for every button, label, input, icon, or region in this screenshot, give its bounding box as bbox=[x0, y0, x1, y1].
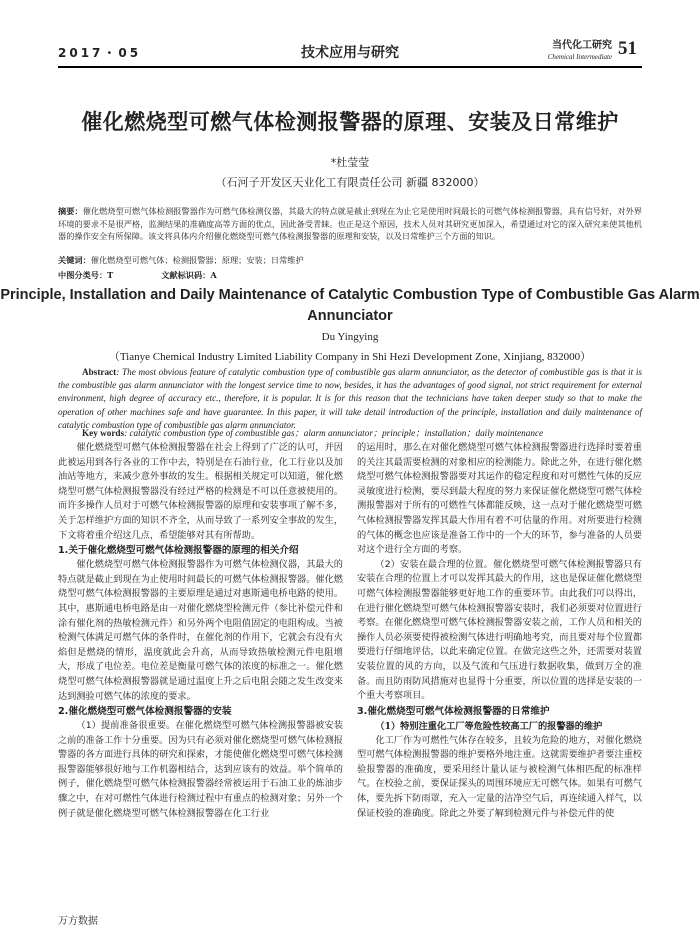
section-1-paragraph: 催化燃烧型可燃气体检测报警器作为可燃气体检测仪器，其最大的特点就是截止到现在为止使用时间最长的可燃气体检测报警器。催化燃烧型可燃气体检测报警器的主要原理是通过对惠斯通电桥电路的使用。其中，惠斯通电桥电路是由一对催化燃烧型检测元件（参比补偿元件和涂有催化剂的热敏检测元件）和另外两个电阻值固定的电阻构成。当被检测气体满足可燃气体的条件时，在催化剂的作用下，它就会有没有火焰但是燃烧的情形，温度就此会升高，从而导致热敏检测元件电阻增大，形成了电位差。电位差是衡量可燃气体的浓度的标准之一。催化燃烧型可燃气体检测报警器就是通过温度上升之后电阻会随之发生改变来达到测验可燃气体的浓度的要求。 bbox=[58, 559, 343, 702]
abstract-en bbox=[58, 366, 642, 432]
keywords-en-text: : catalytic combustion type of combustible gas；alarm annunciator；principle；installation；daily maintenance bbox=[124, 428, 544, 438]
affiliation-cn: （石河子开发区天业化工有限责任公司 新疆 832000） bbox=[215, 176, 485, 189]
body-left-column bbox=[58, 441, 343, 821]
keywords-cn-label: 关键词： bbox=[58, 255, 91, 265]
keywords-cn-text: 催化燃烧型可燃气体；检测报警器；原理；安装；日常维护 bbox=[90, 255, 304, 265]
abstract-cn-label: 摘要： bbox=[58, 206, 83, 216]
abstract-en-text: : The most obvious feature of catalytic combustion type of combustible gas alarm annunciator, as the detector of combustible gas is that it is the combustible gas alarm annunciator with the longest service time to now, besides, it has the advantages of good signal, not strict requirement for external environment, high degree of accuracy etc., therefore, it is popular. It is for this reason that the technicians have taken deeper study so that to make the operation of other machines safe and have guarantee. In this paper, it will take detail introduction of the principle, installation and daily maintenance of catalytic combustion type of combustible gas alarm annunciator. bbox=[58, 367, 642, 430]
journal-name-en: Chemical Intermediate bbox=[547, 53, 612, 61]
section-2-paragraph-1-cont: 的运用时，那么在对催化燃烧型可燃气体检测报警器进行选择时要着重的关注其最需要检测的对象相应的检测能力。除此之外，在进行催化燃烧型可燃气体检测报警器要对其运作的稳定程度和对可燃性气体的反应灵敏度进行检测，要尽到最大程度的努力来保证催化燃烧型可燃气体检测报警器对于所有的可燃性气体都能反映，这一点对于催化燃烧型可燃气体检测报警器发挥其最大作用有着不可估量的作用。对所要进行检测的气体的概念也应该是准备工作中的一个大的环节，参与准备的人员要对这个进行全方面的考察。 bbox=[357, 442, 642, 556]
abstract-cn-text: 催化燃烧型可燃气体检测报警器作为可燃气体检测仪器，其最大的特点就是截止到现在为止它是使用时间最长的可燃气体检测报警器，具有信号好，对外界环境的要求不是很严格，监测结果的准确度高等方面的优点，因此备受青睐。也正是这个原因，技术人员对其研究更加深入，希望通过对它的深入研究来使其他机器的操作安全有所保障。该文将具体内介绍催化燃烧型可燃气体检测报警器的原理和安装，以及日常维护三个方面的知识。 bbox=[58, 206, 642, 242]
section-2-paragraph-1: （1）提前准备很重要。在催化燃烧型可燃气体检测报警器被安装之前的准备工作十分重要。因为只有必须对催化燃烧型可燃气体检测报警器的各方面进行具体的研究和探索，才能使催化燃烧型可燃气体检测报警器能够很好地与工作机器相结合，达到应该有的效益。举个简单的例子，催化燃烧型可燃气体检测报警器经常被运用于石油工业的炼油步骤之中，在对可燃性气体进行检测过程中有重点的检测对象；另外一个例子就是催化燃烧型可燃气体检测报警器在化工行业 bbox=[58, 720, 343, 819]
footer-source: 万方数据 bbox=[58, 916, 98, 927]
section-3-subheading-1: （1）特别注重化工厂等危险性较高工厂的报警器的维护 bbox=[375, 720, 603, 732]
keywords-en-label: Key words bbox=[82, 428, 125, 438]
clc-code: 中图分类号：T bbox=[58, 270, 114, 280]
classification-cn bbox=[58, 270, 642, 281]
author-en: Du Yingying bbox=[321, 331, 379, 343]
keywords-en bbox=[82, 425, 642, 439]
author-cn: *杜莹莹 bbox=[330, 156, 370, 169]
issue-label: 2017・05 bbox=[58, 46, 142, 60]
header-divider bbox=[58, 66, 642, 68]
journal-name-cn: 当代化工研究 bbox=[552, 40, 612, 51]
page-number: 51 bbox=[618, 38, 637, 59]
intro-paragraph: 催化燃烧型可燃气体检测报警器在社会上得到了广泛的认可，并因此被运用到各行各业的工作中去，特别是在石油行业，化工行业以及加油站等地方，来减少意外事故的发生。根据相关规定可以知道，催化燃烧型可燃气体检测报警器没有经过严格的检测是不可以任意被使用的。而许多操作人员对于可燃气体检测报警器的原理和安装事项了解不多，关于怎样维护方面的知识不齐全，从而导致了一系列安全事故的发生，下文将着重介绍这几点，希望能够对其有所帮助。 bbox=[58, 442, 343, 541]
title-en: Principle, Installation and Daily Maintenance of Catalytic Combustion Type of Combustible Gas Alarm Annunciator bbox=[0, 287, 700, 324]
keywords-cn bbox=[58, 255, 642, 266]
section-label: 技术应用与研究 bbox=[301, 45, 399, 61]
affiliation-en: （Tianye Chemical Industry Limited Liability Company in Shi Hezi Development Zone, Xinjiang, 832000） bbox=[108, 351, 592, 363]
section-2-paragraph-2: （2）安装在最合理的位置。催化燃烧型可燃气体检测报警器只有安装在合理的位置上才可以发挥其最大的作用，这也是保证催化燃烧型可燃气体检测报警器能够更好地工作的重要环节。由此我们可以得出，在进行催化燃烧型可燃气体检测报警器安装时，我们必须要对位置进行考察。在催化燃烧型可燃气体检测报警器安装之前，工作人员和相关的操作人员必须要使得被检测气体进行明确地考究，而且要对每个位置都要进行仔细地评估，以此来确定位置。在做完这些之外，还需要对装置安装位置的风的方向，以及气流和气压进行数据收集，做到万全的准备。而且防雨防风措施对也显得十分重要，所以位置的选择是安装的一个重大考察项目。 bbox=[357, 558, 642, 702]
body-right-column bbox=[357, 441, 642, 821]
document-code: 文献标识码：A bbox=[161, 270, 217, 280]
abstract-en-label: Abstract bbox=[82, 367, 117, 377]
section-3-paragraph-1: 化工厂作为可燃性气体存在较多，且较为危险的地方，对催化燃烧型可燃气体检测报警器的维护要格外地注重。这就需要维护者要注重校验报警器的准确度，要采用经计量认证与被检测气体相匹配的标准样气。在校验之前，要保证探头的周围环境应无可燃气体。如果有可燃气体，要先拆下防雨罩，充入一定量的洁净空气后，再连续通入样气，以保证校验的准确度。除此之外要了解到检测元件与补偿元件的使 bbox=[357, 734, 642, 819]
section-heading-3: 3.催化燃烧型可燃气体检测报警器的日常维护 bbox=[357, 705, 550, 717]
section-heading-1: 1.关于催化燃烧型可燃气体检测报警器的原理的相关介绍 bbox=[58, 545, 299, 557]
title-cn: 催化燃烧型可燃气体检测报警器的原理、安装及日常维护 bbox=[81, 110, 619, 134]
section-heading-2: 2.催化燃烧型可燃气体检测报警器的安装 bbox=[58, 706, 232, 718]
abstract-cn bbox=[58, 205, 642, 243]
